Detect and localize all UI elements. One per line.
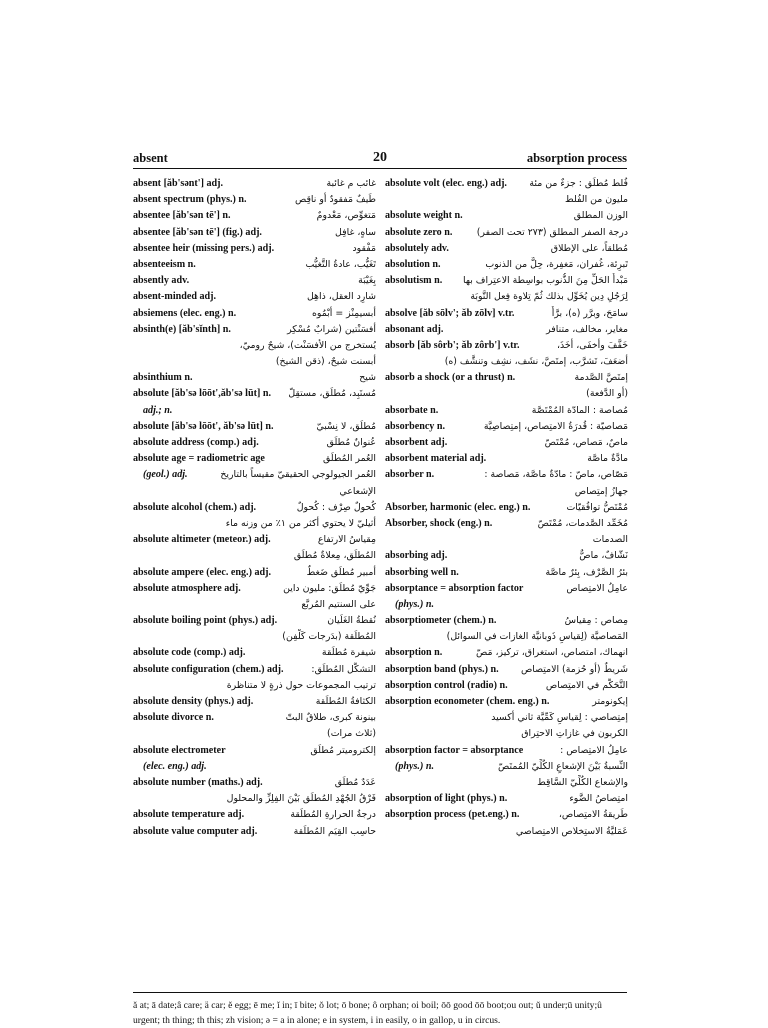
entry-translation: إمتَصَّ الصَّدمة (574, 372, 628, 384)
entry-headword: absenteeism n. (133, 258, 196, 270)
entry-headword: (geol.) adj. (143, 469, 188, 481)
entry-translation: العُمر الجيولوجي الحقيقيّ مقيساً بالتاريخ (220, 469, 376, 481)
entry-translation: النِّسبةُ بَيْنَ الإشعاعِ الكُلِّيّ المُمتَصّ (498, 760, 628, 772)
right-column (385, 176, 628, 840)
entry-translation: جهازُ إمتِصاص (574, 485, 628, 497)
dictionary-entry (385, 289, 628, 305)
entry-translation: التَّحَكُّم في الامتِصاص (545, 679, 628, 691)
entry-translation: شَريطٌ (أو حُزمة) الامتِصاص (520, 663, 628, 675)
entry-headword: absolute altimeter (meteor.) adj. (133, 534, 271, 546)
dictionary-entry (385, 613, 628, 629)
dictionary-entry (385, 322, 628, 338)
dictionary-entry (133, 759, 376, 775)
dictionary-entry (133, 645, 376, 661)
dictionary-entry (385, 500, 628, 516)
entry-translation: لِرَجُلِ دِين يُخَوِّل بذلك ثُمّ تِلاوة فِعل التَّوبَة (470, 291, 628, 303)
entry-translation: المَصاصيَّة (لِقياسِ ذَوبانيَّة الغازات في السوائل) (446, 631, 628, 643)
dictionary-entry (133, 241, 376, 257)
entry-translation: المُطلَق، مِعلاةٌ مُطلَق (293, 550, 376, 562)
dictionary-entry (133, 176, 376, 192)
dictionary-entry (385, 759, 628, 775)
dictionary-entry (133, 662, 376, 678)
entry-headword: absorbing adj. (385, 550, 448, 562)
entry-headword: absiemens (elec. eng.) n. (133, 307, 237, 319)
dictionary-entry (385, 208, 628, 224)
dictionary-page (133, 150, 628, 1026)
entry-headword: absolute alcohol (chem.) adj. (133, 501, 257, 513)
entry-translation: غائب م غائبة (326, 178, 376, 189)
entry-headword: absentee [ăb'sən tē'] n. (133, 210, 231, 222)
entry-headword: absolution n. (385, 258, 441, 270)
entry-translation: حاسِب القِيَم المُطلَقة (293, 825, 376, 837)
entry-headword: absorbent adj. (385, 437, 448, 448)
entry-headword: (phys.) n. (395, 760, 434, 772)
entry-translation: نَشّافٌ، ماصٌّ (579, 550, 628, 562)
dictionary-entry (133, 338, 376, 354)
entry-headword: absorbency n. (385, 420, 446, 432)
entry-headword: absorb a shock (or a thrust) n. (385, 372, 516, 384)
entry-translation: كُحولٌ صِرْف : كُحولٌ (296, 501, 376, 513)
entry-headword: absorption process (pet.eng.) n. (385, 809, 520, 821)
dictionary-entry (385, 824, 628, 840)
entry-translation: شيفرة مُطلَقة (321, 647, 376, 659)
entry-headword: absolute volt (elec. eng.) adj. (385, 178, 507, 189)
entry-headword: absorbing well n. (385, 566, 459, 578)
entry-headword: absolutism n. (385, 275, 443, 287)
dictionary-entry (133, 597, 376, 613)
dictionary-entry (133, 710, 376, 726)
dictionary-entry (385, 354, 628, 370)
entry-translation: جَوِّيّ مُطلَق: مليون داين (283, 582, 376, 594)
entry-translation: المُطلَقة (بدَرجات كَلْفِن) (282, 631, 376, 643)
entry-translation: سامَحَ، وبرَّر (ه)، برَّأَ (551, 307, 628, 319)
entry-translation: مُطلَق، لا نِسْبيّ (316, 420, 376, 432)
dictionary-entry (133, 694, 376, 710)
entry-translation: مَبْدأُ الحَلِّ مِنَ الذُّنوب بواسِطة الاعتِراف بها (463, 275, 628, 287)
entry-translation: التشكُّل المُطلَق: (311, 663, 376, 675)
entry-headword: absolute age = radiometric age (133, 453, 265, 465)
dictionary-entry (385, 435, 628, 451)
dictionary-entry (385, 581, 628, 597)
entry-headword: absolute zero n. (385, 226, 453, 238)
entry-translation: طَريقةُ الامتِصاص، (558, 809, 628, 821)
entry-headword: absorption of light (phys.) n. (385, 793, 508, 805)
dictionary-entry (385, 775, 628, 791)
dictionary-entry (133, 500, 376, 516)
dictionary-entry (133, 807, 376, 823)
entry-translation: عامِلُ الامتِصاص : (560, 744, 628, 756)
entry-translation: الإشعاعي (339, 485, 376, 497)
entry-translation: مُخَمِّد الصَّدمات، مُمْتَصّ (537, 517, 628, 529)
dictionary-entry (385, 419, 628, 435)
entry-headword: absent [ăb'sənt'] adj. (133, 178, 224, 189)
entry-headword: Absorber, harmonic (elec. eng.) n. (385, 501, 531, 513)
entry-translation: إلكتروميتر مُطلَق (310, 744, 376, 756)
dictionary-entry (385, 451, 628, 467)
dictionary-entry (133, 581, 376, 597)
entry-translation: عَمَليَّةُ الاستِخلاص الامتِصاصي (515, 825, 628, 837)
dictionary-entry (385, 678, 628, 694)
dictionary-entry (133, 354, 376, 370)
dictionary-entry (133, 306, 376, 322)
dictionary-entry (133, 370, 376, 386)
dictionary-entry (133, 484, 376, 500)
footer-divider (133, 992, 627, 993)
entry-translation: شيح (359, 372, 376, 384)
entry-translation: إيكونومتر (592, 696, 628, 707)
entry-translation: على السنتيم المُربَّع (301, 598, 376, 610)
dictionary-entry (385, 743, 628, 759)
entry-translation: طَيفٌ مَفقودٌ أو ناقِص (294, 194, 376, 206)
dictionary-entry (385, 726, 628, 742)
entry-headword: absorption control (radio) n. (385, 679, 508, 691)
entry-translation: مليون من الفُلط (564, 194, 628, 206)
dictionary-entry (133, 678, 376, 694)
dictionary-entry (385, 791, 628, 807)
header-last-word: absorption process (526, 151, 627, 165)
dictionary-entry (133, 386, 376, 402)
dictionary-entry (385, 807, 628, 823)
dictionary-entry (133, 548, 376, 564)
dictionary-entry (133, 467, 376, 483)
entry-translation: بينونة كبرى، طلاقٌ البتّ (285, 712, 376, 724)
dictionary-entry (133, 257, 376, 273)
entry-translation: أثيليّ لا يحتوي أكثر من ١٪ من وزنه ماء (225, 517, 376, 529)
entry-headword: absolute configuration (chem.) adj. (133, 663, 284, 675)
entry-translation: عَدَدٌ مُطلَق (334, 776, 376, 788)
entry-translation: ساهٍ، غافِل (335, 226, 376, 238)
entry-translation: أبسنت شيحٌ، (ذقن الشيخ) (275, 356, 376, 368)
entry-translation: مُصاصة : المادّة المُمْتَصَّة (531, 404, 628, 416)
dictionary-entry (133, 322, 376, 338)
dictionary-entry (385, 306, 628, 322)
entry-headword: absinthium n. (133, 372, 193, 384)
dictionary-entry (385, 338, 628, 354)
entry-translation: مغاير، مخالف، متنافر (546, 323, 628, 335)
dictionary-entry (133, 403, 376, 419)
entry-translation: مِقياسُ الارتفاع (317, 534, 376, 546)
entry-translation: انهماك، امتصاص، استغراق، تركيز، مَصّ (476, 647, 628, 659)
entry-translation: مادَّةٌ ماصَّة (587, 453, 628, 465)
dictionary-entry (385, 467, 628, 483)
entry-headword: absolute boiling point (phys.) adj. (133, 615, 278, 627)
dictionary-entry (133, 726, 376, 742)
dictionary-entry (385, 273, 628, 289)
entry-headword: absorption n. (385, 647, 443, 659)
entry-translation: بئرُ الصَّرْف، بِئرٌ ماصَّة (545, 566, 628, 578)
entry-translation: فَرْقُ الجُهْدِ المُطلَق بَيْنَ الفِلِزِّ والمحلول (226, 793, 376, 805)
entry-headword: absently adv. (133, 275, 190, 287)
entry-headword: absorber n. (385, 469, 435, 481)
entry-translation: درجة الصفر المطلق (٢٧٣ تحت الصفر) (476, 226, 628, 238)
dictionary-entry (133, 225, 376, 241)
entry-headword: absorption econometer (chem. eng.) n. (385, 696, 550, 707)
entry-translation: الصدمات (592, 534, 628, 546)
entry-translation: ماصٌ، مَصاص، مُمْتَصّ (544, 437, 628, 448)
entry-translation: أضعَفَ، تَشرَّب، إمتَصَّ، نشَف، نشِف وتنشَّف (ه) (444, 356, 628, 368)
entry-headword: adj.; n. (143, 404, 173, 416)
dictionary-entry (385, 176, 628, 192)
entry-translation: شارِد العقل، ذاهِل (306, 291, 376, 303)
entry-translation: خَفَّفَ وأخفَى، أخَذَ، (556, 339, 628, 351)
dictionary-entry (133, 532, 376, 548)
dictionary-entry (385, 565, 628, 581)
dictionary-entry (385, 710, 628, 726)
entry-translation: عامِلُ الامتِصاص (566, 582, 628, 594)
entry-translation: (أو الدَّفعة) (586, 388, 628, 400)
dictionary-entry (385, 548, 628, 564)
entry-translation: مَتغوِّص، مَعْدومٌ (316, 210, 376, 222)
dictionary-entry (133, 289, 376, 305)
entry-headword: absolute atmosphere adj. (133, 582, 241, 594)
dictionary-entry (133, 208, 376, 224)
entry-headword: absorptiometer (chem.) n. (385, 615, 497, 627)
dictionary-entry (385, 597, 628, 613)
dictionary-entry (385, 386, 628, 402)
entry-headword: absolute electrometer (133, 744, 226, 756)
entry-translation: أبسيمِنْز = أبْمُوه (311, 307, 376, 319)
entry-translation: (ثلاث مرات) (327, 728, 376, 740)
entry-headword: absent-minded adj. (133, 291, 217, 303)
entry-translation: أمبير مُطلَق ضَغطٌ (306, 566, 376, 578)
dictionary-entry (133, 613, 376, 629)
entry-translation: مَصاصيّة : قُدرَةُ الامتِصاص، إمتِصاصِيَّة (483, 420, 628, 432)
page-number: 20 (373, 150, 387, 165)
entry-translation: بِغَيْبَة (358, 275, 376, 287)
dictionary-entry (385, 225, 628, 241)
entry-headword: absolute temperature adj. (133, 809, 245, 821)
entry-translation: فُلط مُطلَق : جزءٌ من مئة (529, 178, 628, 189)
entry-headword: absolute weight n. (385, 210, 463, 222)
dictionary-entry (133, 419, 376, 435)
left-column (133, 176, 376, 840)
entry-translation: عُنوانٌ مُطلَق (326, 437, 376, 448)
dictionary-entry (385, 532, 628, 548)
dictionary-entry (385, 629, 628, 645)
entry-translation: العُمر المُطلَق (322, 453, 376, 465)
entry-translation: مَصّاص، ماصّ : مادّةٌ ماصَّة، مَصاصة : (484, 469, 628, 481)
entry-headword: absolute divorce n. (133, 712, 214, 724)
dictionary-entry (385, 257, 628, 273)
entry-headword: absolute value computer adj. (133, 825, 258, 837)
entry-headword: absorptance = absorption factor (385, 582, 524, 594)
entry-translation: تَبرِئة، غُفران، مَغفِرة، حِلٌّ من الذنوب (485, 258, 628, 270)
entry-headword: absolute number (maths.) adj. (133, 776, 263, 788)
entry-translation: درجةُ الحرارةِ المُطلَقة (290, 809, 376, 821)
entry-headword: absolutely adv. (385, 242, 449, 254)
dictionary-entry (133, 273, 376, 289)
entry-headword: absinth(e) [ăb'sĭnth] n. (133, 323, 231, 335)
dictionary-entry (133, 824, 376, 840)
entry-headword: absolute [ăb'sə lōōt', ăb'sə lūt] n. (133, 420, 274, 432)
dictionary-entry (385, 192, 628, 208)
entry-headword: absolute density (phys.) adj. (133, 696, 254, 707)
page-header (133, 150, 627, 169)
entry-translation: إمتِصاصي : لِقياسِ كَمِّيَّة ثاني أكسيد (491, 712, 628, 724)
entry-translation: الكربون في غازاتِ الاحتِراق (521, 728, 628, 740)
entry-headword: (phys.) n. (395, 598, 434, 610)
entry-headword: absorption factor = absorptance (385, 744, 524, 756)
entry-headword: absorption band (phys.) n. (385, 663, 499, 675)
entry-translation: مَفْقود (352, 242, 376, 254)
entry-translation: يُستخرج من الأفسَنْت)، شيحٌ روميّ، (239, 339, 376, 351)
dictionary-entry (385, 694, 628, 710)
entry-headword: absolute address (comp.) adj. (133, 437, 259, 448)
dictionary-entry (385, 370, 628, 386)
dictionary-entry (133, 743, 376, 759)
entry-headword: absorbent material adj. (385, 453, 487, 465)
dictionary-entry (385, 403, 628, 419)
entry-translation: والإشعاع الكُلِّيّ السَّاقِط (537, 776, 628, 788)
dictionary-entry (133, 435, 376, 451)
entry-headword: absent spectrum (phys.) n. (133, 194, 247, 206)
entry-headword: absolve [ăb sōlv'; ăb zōlv] v.tr. (385, 307, 515, 319)
entry-translation: أفسَنْتين (شرابٌ مُسْكِر (287, 323, 376, 335)
dictionary-entry (385, 645, 628, 661)
dictionary-entry (133, 791, 376, 807)
entry-translation: نُقطةُ الغَلَيان (327, 615, 376, 627)
entry-translation: مُطلقاً، على الإطلاق (550, 242, 628, 254)
dictionary-entry (385, 662, 628, 678)
pronunciation-key: ă at; ā date;â care; ä car; ĕ egg; ē me; ĭ in; ī bite; ŏ lot; ō bone; ô orphan; oi boil; ōō good ōō boot;ou out; ŭ under;ū unity;û urgent; th thing; th this; zh vision; ə = a in alone; e in system, i in easily, o in gallop, u in circus. (133, 1000, 602, 1026)
entry-headword: absolute [ăb'sə lōōt',ăb'sə lūt] n. (133, 388, 271, 400)
entry-headword: absorbate n. (385, 404, 439, 416)
dictionary-entry (133, 192, 376, 208)
dictionary-entry (385, 241, 628, 257)
entry-headword: absolute ampere (elec. eng.) adj. (133, 566, 272, 578)
entry-translation: تَغَيُّب، عادةُ التَّغيُّب (305, 258, 376, 270)
entry-headword: Absorber, shock (eng.) n. (385, 517, 493, 529)
dictionary-entry (385, 516, 628, 532)
entry-translation: الوزن المطلق (573, 210, 628, 222)
dictionary-entry (133, 565, 376, 581)
dictionary-entry (133, 775, 376, 791)
dictionary-entry (133, 516, 376, 532)
entry-headword: (elec. eng.) adj. (143, 760, 207, 772)
entry-headword: absentee heir (missing pers.) adj. (133, 242, 275, 254)
entry-headword: absonant adj. (385, 323, 444, 335)
entry-translation: ترتيب المجموعات حول ذرةٍ لا متناظرة (226, 679, 376, 691)
entry-headword: absolute code (comp.) adj. (133, 647, 246, 659)
dictionary-entry (385, 484, 628, 500)
entry-headword: absentee [ăb'sən tē'] (fig.) adj. (133, 226, 262, 238)
entry-headword: absorb [ăb sôrb'; ăb zôrb'] v.tr. (385, 339, 520, 351)
dictionary-entry (133, 451, 376, 467)
entry-translation: الكثافةُ المُطلَقة (315, 696, 376, 707)
entry-translation: امتِصاصُ الضَّوء (569, 793, 628, 805)
header-first-word: absent (133, 151, 168, 165)
entry-translation: مِصاص : مِقياسُ (564, 615, 628, 627)
entry-translation: مُستَبِد، مُطلَق، مستقِلّ (288, 388, 376, 400)
dictionary-entry (133, 629, 376, 645)
entry-translation: مُمْتَصُّ توافُقيّات (566, 501, 628, 513)
